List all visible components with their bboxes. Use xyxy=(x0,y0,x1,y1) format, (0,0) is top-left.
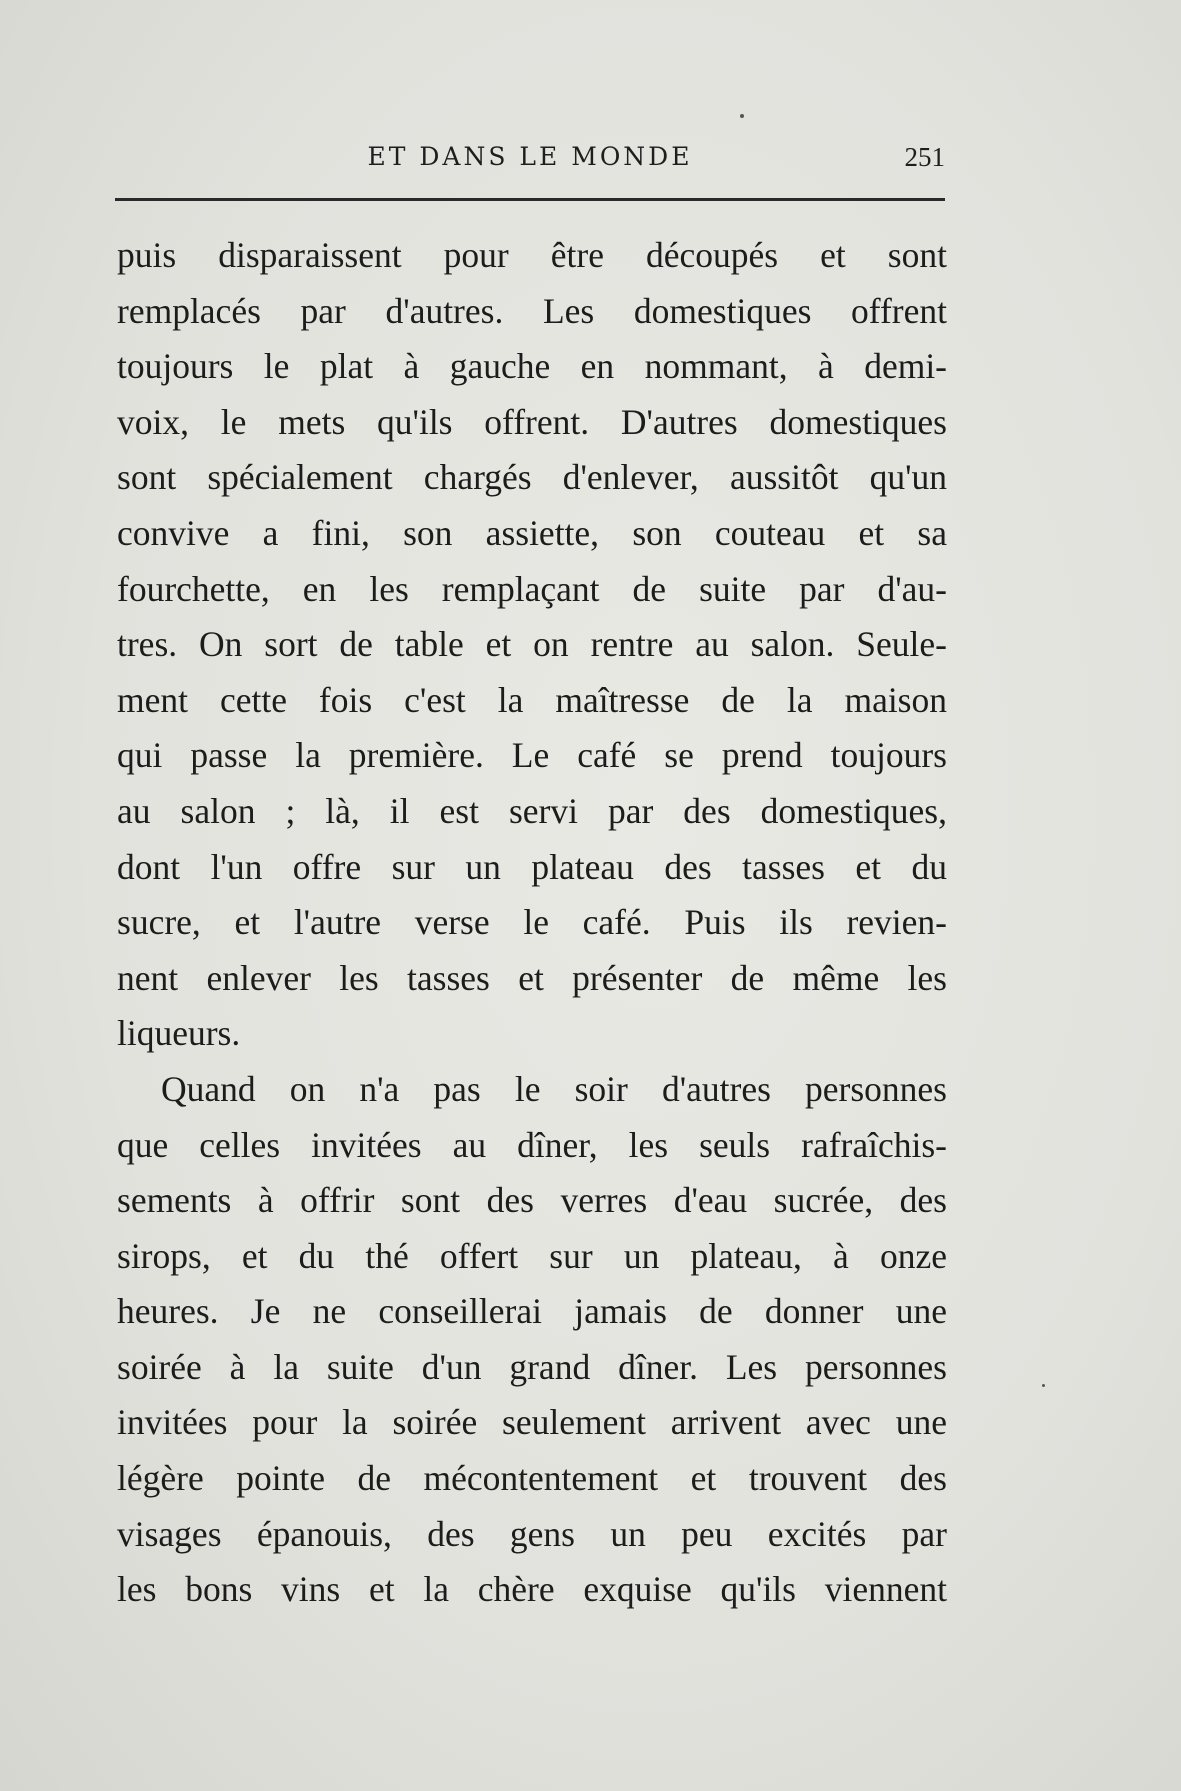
text-line: au salon ; là, il est servi par des domestiques, xyxy=(117,790,947,831)
text-line: convive a fini, son assiette, son couteau et sa xyxy=(117,512,947,553)
text-line: sirops, et du thé offert sur un plateau, à onze xyxy=(117,1235,947,1276)
text-line: les bons vins et la chère exquise qu'ils viennent xyxy=(117,1569,947,1610)
text-line: qui passe la première. Le café se prend toujours xyxy=(117,735,947,776)
text-line: nent enlever les tasses et présenter de même les xyxy=(117,957,947,998)
paragraph-1 xyxy=(117,228,947,1062)
paper-speck xyxy=(1042,1384,1045,1387)
body-text xyxy=(117,228,947,1618)
text-line: sements à offrir sont des verres d'eau sucrée, des xyxy=(117,1180,947,1221)
text-line: dont l'un offre sur un plateau des tasses et du xyxy=(117,846,947,887)
paragraph-2 xyxy=(117,1062,947,1618)
header-rule xyxy=(115,198,945,201)
text-line: soirée à la suite d'un grand dîner. Les personnes xyxy=(117,1346,947,1387)
text-line: voix, le mets qu'ils offrent. D'autres domestiques xyxy=(117,401,947,442)
running-head: ET DANS LE MONDE xyxy=(367,142,693,171)
text-line: ment cette fois c'est la maîtresse de la maison xyxy=(117,679,947,720)
text-line: puis disparaissent pour être découpés et sont xyxy=(117,235,947,275)
page-number: 251 xyxy=(904,142,945,172)
text-line: légère pointe de mécontentement et trouvent des xyxy=(117,1458,947,1499)
text-line: invitées pour la soirée seulement arrivent avec une xyxy=(117,1402,947,1443)
page-header xyxy=(115,142,945,178)
text-line: sucre, et l'autre verse le café. Puis ils revien- xyxy=(117,902,947,943)
text-line: tres. On sort de table et on rentre au salon. Seule- xyxy=(117,624,947,665)
text-line: sont spécialement chargés d'enlever, aussitôt qu'un xyxy=(117,457,947,498)
text-line: toujours le plat à gauche en nommant, à demi- xyxy=(117,346,947,387)
paper-speck xyxy=(740,114,744,118)
text-line: remplacés par d'autres. Les domestiques offrent xyxy=(117,290,947,331)
text-line: heures. Je ne conseillerai jamais de donner une xyxy=(117,1291,947,1332)
text-line: Quand on n'a pas le soir d'autres personnes xyxy=(161,1068,947,1109)
text-line: fourchette, en les remplaçant de suite par d'au- xyxy=(117,568,947,609)
text-line: visages épanouis, des gens un peu excités par xyxy=(117,1513,947,1554)
text-line: liqueurs. xyxy=(117,1013,241,1054)
text-line: que celles invitées au dîner, les seuls rafraîchis- xyxy=(117,1124,947,1165)
